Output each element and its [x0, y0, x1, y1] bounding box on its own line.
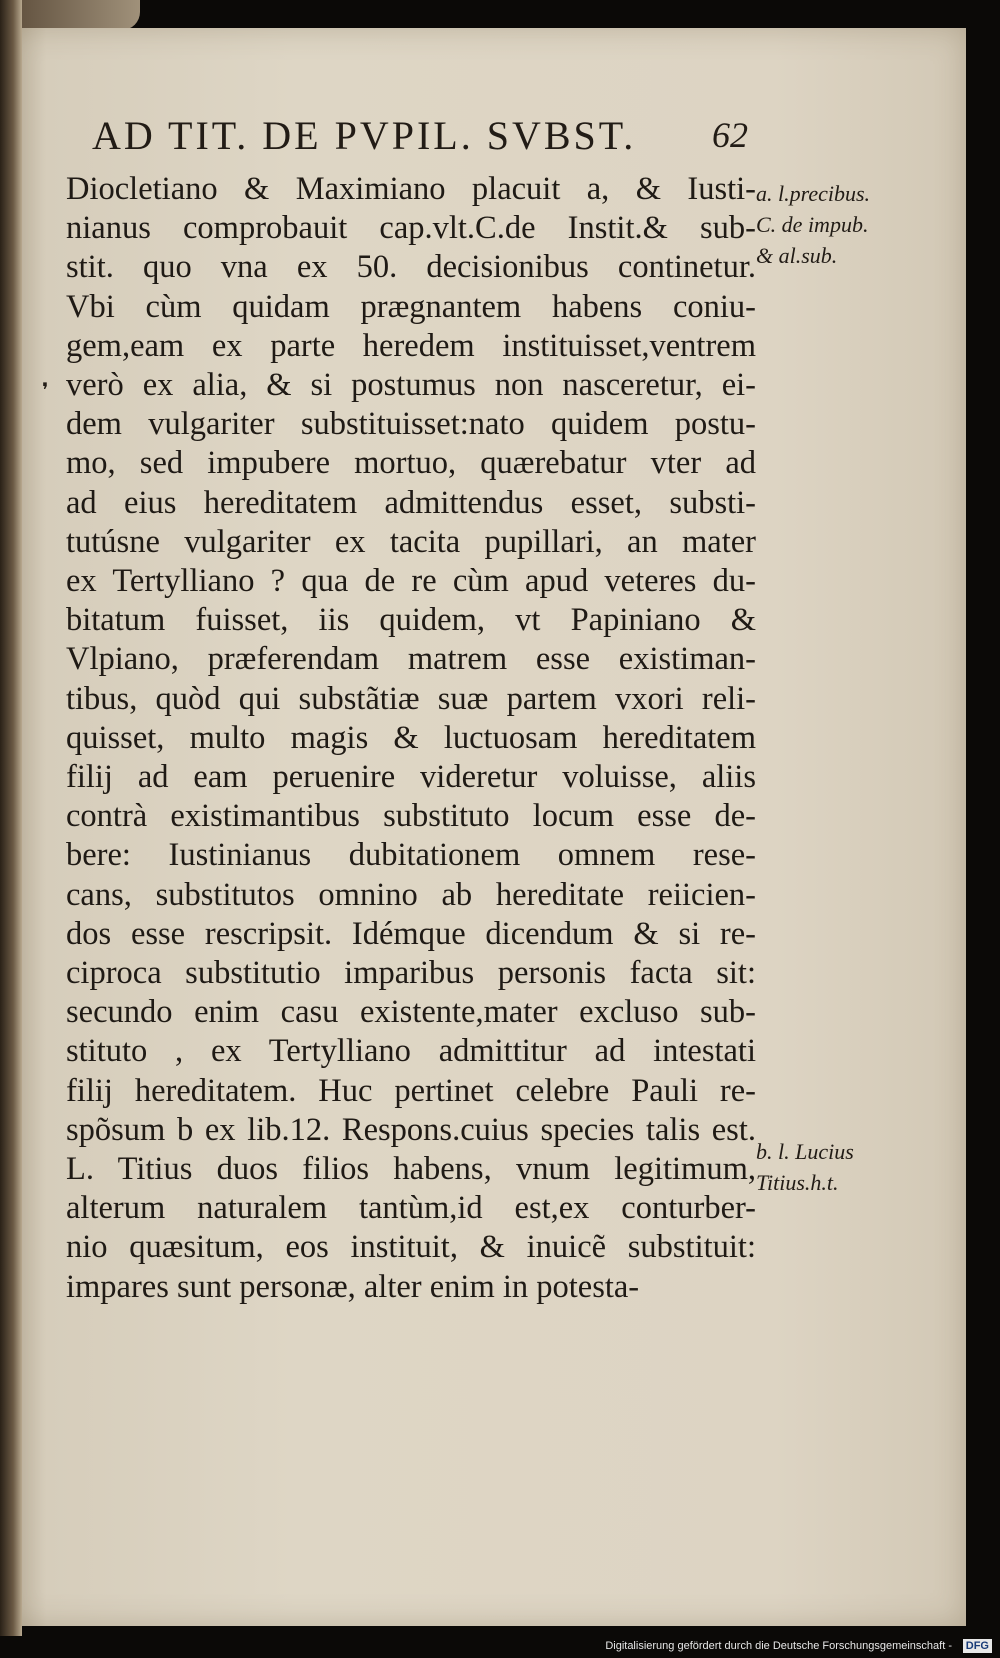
text-line: nio quæsitum, eos instituit, & inuicẽ substituit: — [66, 1229, 756, 1266]
text-line: Vlpiano, præferendam matrem esse existiman- — [66, 641, 756, 678]
text-line: gem,eam ex parte heredem instituisset,ventrem — [66, 327, 756, 364]
text-line: stituto , ex Tertylliano admittitur ad intestati — [66, 1033, 756, 1070]
text-line: dem vulgariter substituisset:nato quidem postu- — [66, 406, 756, 443]
text-line: Diocletiano & Maximiano placuit a, & Iusti- — [66, 171, 756, 207]
body-text — [66, 170, 756, 1307]
digitization-credit: Digitalisierung gefördert durch die Deutsche Forschungsgemeinschaft - — [605, 1640, 952, 1652]
margin-mark: ❜ — [42, 378, 49, 402]
marginal-note-b — [756, 1136, 854, 1198]
note-line: Titius.h.t. — [756, 1170, 839, 1195]
text-line: secundo enim casu existente,mater excluso sub- — [66, 994, 756, 1031]
text-line: spõsum b ex lib.12. Respons.cuius species talis est. — [66, 1111, 756, 1148]
note-line: b. l. Lucius — [756, 1139, 854, 1164]
text-line: cans, substitutos omnino ab hereditate reiicien- — [66, 876, 756, 913]
text-line: filij hereditatem. Huc pertinet celebre Pauli re- — [66, 1072, 756, 1109]
text-line: impares sunt personæ, alter enim in potesta- — [66, 1268, 640, 1305]
book-edge — [0, 0, 22, 1658]
note-line: & al.sub. — [756, 243, 838, 268]
dfg-logo: DFG — [963, 1639, 992, 1653]
text-line: ad eius hereditatem admittendus esset, substi- — [66, 484, 756, 521]
text-line: Vbi cùm quidam prægnantem habens coniu- — [66, 288, 756, 325]
text-line: mo, sed impubere mortuo, quærebatur vter ad — [66, 445, 756, 482]
text-line: filij ad eam peruenire videretur voluisse, aliis — [66, 759, 756, 796]
text-line: tutúsne vulgariter ex tacita pupillari, an mater — [66, 523, 756, 560]
note-line: C. de impub. — [756, 212, 869, 237]
text-line: contrà existimantibus substituto locum esse de- — [66, 798, 756, 835]
text-line: ex Tertylliano ? qua de re cùm apud veteres du- — [66, 563, 756, 600]
text-line: alterum naturalem tantùm,id est,ex conturber- — [66, 1190, 756, 1227]
text-line: nianus comprobauit cap.vlt.C.de Instit.& sub- — [66, 210, 756, 247]
text-line: ciproca substitutio imparibus personis facta sit: — [66, 955, 756, 992]
marginal-note-a — [756, 178, 870, 271]
text-line: dos esse rescripsit. Idémque dicendum & si re- — [66, 915, 756, 952]
text-line: verò ex alia, & si postumus non nasceretur, ei- — [66, 367, 756, 404]
text-line: bitatum fuisset, iis quidem, vt Papiniano & — [66, 602, 756, 639]
note-line: a. l.precibus. — [756, 181, 871, 206]
text-line: bere: Iustinianus dubitationem omnem rese- — [66, 837, 756, 874]
text-line: quisset, multo magis & luctuosam hereditatem — [66, 719, 756, 756]
page-number: 62 — [712, 115, 748, 155]
text-line: tibus, quòd qui substãtiæ suæ partem vxori reli- — [66, 680, 756, 717]
running-head: AD TIT. DE PVPIL. SVBST. — [92, 113, 637, 158]
text-line: stit. quo vna ex 50. decisionibus continetur. — [66, 249, 756, 286]
text-line: L. Titius duos filios habens, vnum legitimum, — [66, 1151, 756, 1188]
